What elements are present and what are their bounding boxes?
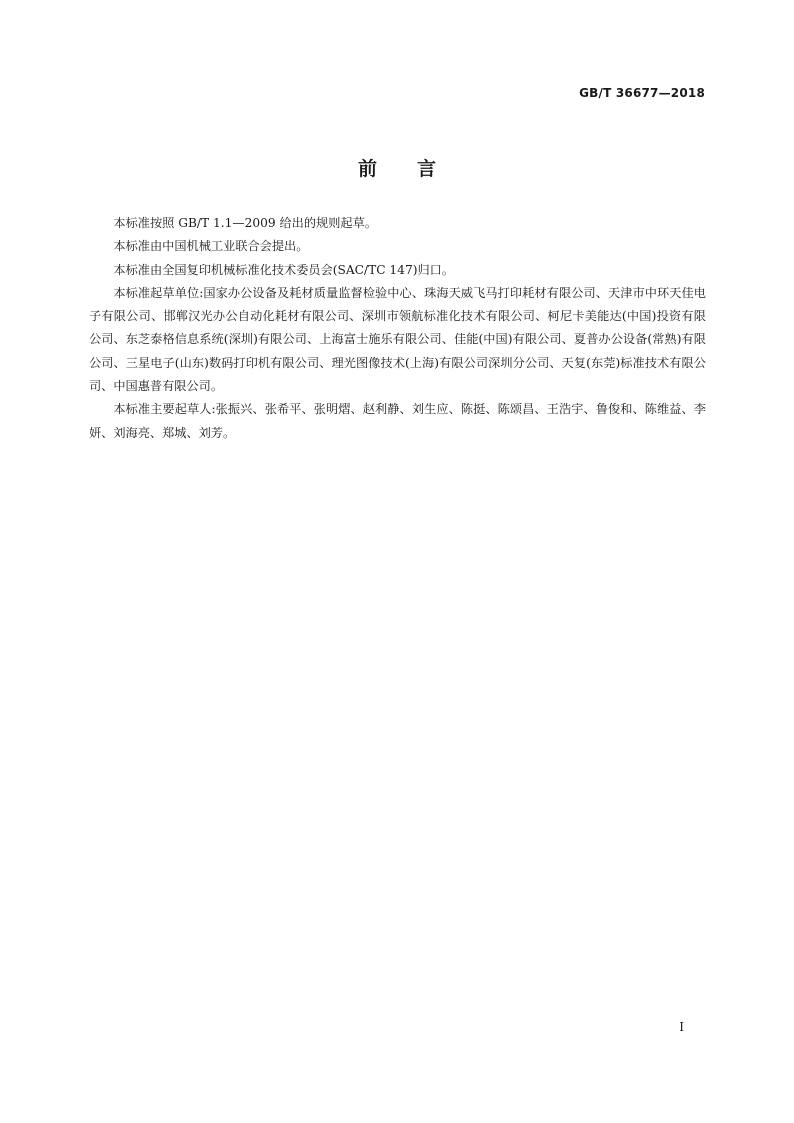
paragraph-committee: 本标准由全国复印机械标准化技术委员会(SAC/TC 147)归口。 [113,262,455,277]
page-title: 前言 [357,158,476,180]
paragraph-drafting-rules: 本标准按照 GB/T 1.1—2009 给出的规则起草。 [113,216,377,230]
paragraph-drafting-units: 本标准起草单位:国家办公设备及耗材质量监督检验中心、珠海天威飞马打印耗材有限公司、天津市中环天佳电子有限公司、邯郸汉光办公自动化耗材有限公司、深圳市领航标准化技术有限公司、柯尼卡美能达(中国)投资有限公司、东芝泰格信息系统(深圳)有限公司、上海富士施乐有限公司、佳能(中国)有限公司、夏普办公设备(常熟)有限公司、三星电子(山东)数码打印机有限公司、理光图像技术(上海)有限公司深圳分公司、天复(东莞)标准技术有限公司、中国惠普有限公司。 [89,285,706,394]
page-number: I [679,1020,684,1034]
preface-body [89,212,706,445]
paragraph-proposer: 本标准由中国机械工业联合会提出。 [113,239,309,254]
paragraph-main-drafters: 本标准主要起草人:张振兴、张希平、张明熠、赵利静、刘生应、陈挺、陈颂昌、王浩宇、鲁俊和、陈维益、李妍、刘海亮、郑城、刘芳。 [89,402,706,440]
standard-code: GB/T 36677—2018 [579,86,705,100]
